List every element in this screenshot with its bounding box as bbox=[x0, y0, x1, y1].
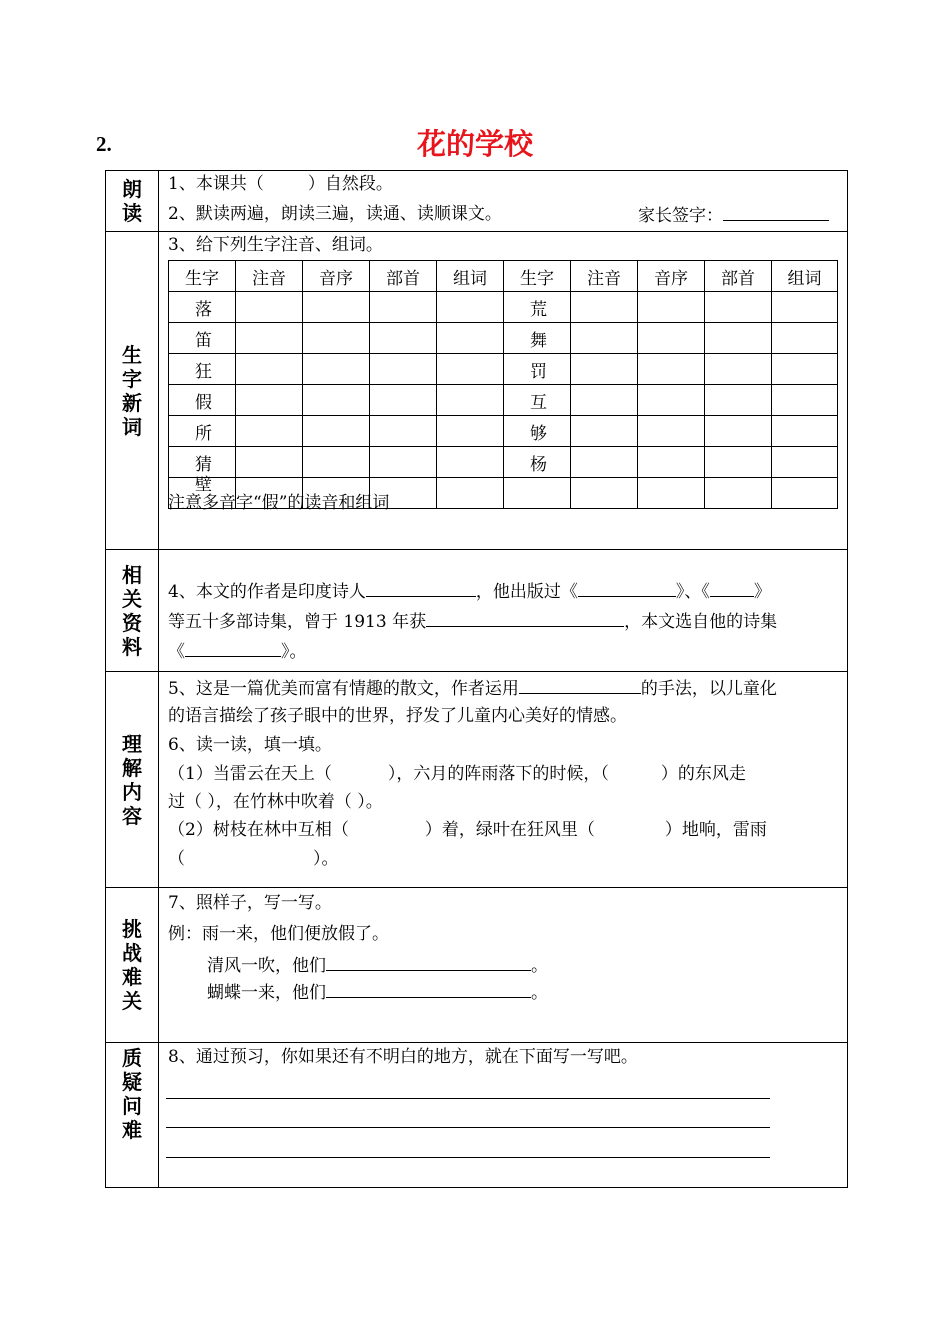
answer-cell[interactable] bbox=[437, 478, 504, 509]
answer-cell[interactable] bbox=[705, 478, 772, 509]
q4-line-3: 《 》。 bbox=[168, 638, 307, 664]
q7-blank-2[interactable] bbox=[326, 979, 531, 998]
q2-line: 2、默读两遍，朗读三遍，读通、读顺课文。 bbox=[168, 204, 502, 224]
answer-cell[interactable] bbox=[303, 354, 370, 385]
answer-cell[interactable] bbox=[303, 447, 370, 478]
column-header: 注音 bbox=[571, 261, 638, 292]
answer-cell[interactable] bbox=[772, 447, 838, 478]
answer-cell[interactable] bbox=[236, 354, 303, 385]
character-cell: 舞 bbox=[504, 323, 571, 354]
q6-p2-line-2: （ ）。 bbox=[168, 849, 339, 869]
answer-cell[interactable] bbox=[303, 292, 370, 323]
character-cell: 荒 bbox=[504, 292, 571, 323]
column-header: 生字 bbox=[169, 261, 236, 292]
q7-example: 例：雨一来，他们便放假了。 bbox=[168, 924, 389, 944]
character-cell: 罚 bbox=[504, 354, 571, 385]
character-cell: 所 bbox=[169, 416, 236, 447]
answer-cell[interactable] bbox=[772, 416, 838, 447]
answer-cell[interactable] bbox=[437, 354, 504, 385]
answer-cell[interactable] bbox=[437, 385, 504, 416]
character-cell: 杨 bbox=[504, 447, 571, 478]
answer-cell[interactable] bbox=[303, 385, 370, 416]
column-header: 部首 bbox=[370, 261, 437, 292]
table-row bbox=[169, 447, 838, 478]
answer-cell[interactable] bbox=[638, 354, 705, 385]
section-label-challenge: 挑 战 难 关 bbox=[122, 917, 142, 1013]
answer-cell[interactable] bbox=[437, 416, 504, 447]
section-label-questions: 质 疑 问 难 bbox=[122, 1046, 142, 1142]
collection-blank-2[interactable] bbox=[710, 578, 754, 597]
answer-cell[interactable] bbox=[571, 447, 638, 478]
answer-cell[interactable] bbox=[437, 292, 504, 323]
row-divider bbox=[105, 671, 847, 672]
character-cell: 壁 bbox=[169, 478, 236, 509]
answer-cell[interactable] bbox=[705, 416, 772, 447]
answer-cell[interactable] bbox=[236, 323, 303, 354]
answer-cell[interactable] bbox=[370, 447, 437, 478]
answer-cell[interactable] bbox=[437, 447, 504, 478]
q6-p2-line-1: （2）树枝在林中互相（ ）着，绿叶在狂风里（ ）地响，雷雨 bbox=[168, 820, 767, 840]
answer-cell[interactable] bbox=[370, 292, 437, 323]
poet-blank[interactable] bbox=[366, 578, 476, 597]
character-cell bbox=[504, 478, 571, 509]
answer-cell[interactable] bbox=[370, 323, 437, 354]
answer-cell[interactable] bbox=[705, 385, 772, 416]
answer-cell[interactable] bbox=[571, 478, 638, 509]
answer-cell[interactable] bbox=[772, 323, 838, 354]
answer-cell[interactable] bbox=[370, 385, 437, 416]
table-row bbox=[169, 292, 838, 323]
answer-cell[interactable] bbox=[370, 416, 437, 447]
column-divider bbox=[158, 170, 159, 1187]
answer-cell[interactable] bbox=[638, 447, 705, 478]
answer-cell[interactable] bbox=[236, 292, 303, 323]
column-header: 部首 bbox=[705, 261, 772, 292]
q7-line-2: 蝴蝶一来，他们 。 bbox=[207, 979, 548, 1005]
character-cell: 笛 bbox=[169, 323, 236, 354]
answer-cell[interactable] bbox=[571, 323, 638, 354]
lesson-number: 2. bbox=[96, 132, 112, 156]
section-label-materials: 相 关 资 料 bbox=[122, 562, 142, 659]
answer-cell[interactable] bbox=[236, 385, 303, 416]
answer-line[interactable] bbox=[166, 1098, 770, 1099]
q5-line-2: 的语言描绘了孩子眼中的世界，抒发了儿童内心美好的情感。 bbox=[168, 706, 627, 726]
row-divider bbox=[105, 549, 847, 550]
q6-p1-line-1: （1）当雷云在天上（ ），六月的阵雨落下的时候，（ ）的东风走 bbox=[168, 764, 746, 784]
answer-cell[interactable] bbox=[772, 478, 838, 509]
page-title: 花的学校 bbox=[416, 127, 533, 161]
q6-title: 6、读一读，填一填。 bbox=[168, 735, 332, 755]
character-cell: 互 bbox=[504, 385, 571, 416]
prize-blank[interactable] bbox=[426, 608, 624, 627]
q7-line-1: 清风一吹，他们 。 bbox=[207, 952, 548, 978]
column-header: 注音 bbox=[236, 261, 303, 292]
answer-cell[interactable] bbox=[638, 416, 705, 447]
technique-blank[interactable] bbox=[519, 675, 641, 694]
answer-cell[interactable] bbox=[370, 354, 437, 385]
column-header: 音序 bbox=[638, 261, 705, 292]
answer-cell[interactable] bbox=[571, 354, 638, 385]
table-row bbox=[169, 385, 838, 416]
q6-p1-line-2: 过（ ），在竹林中吹着（ ）。 bbox=[168, 792, 383, 812]
q3-line: 3、给下列生字注音、组词。 bbox=[168, 235, 383, 255]
answer-cell[interactable] bbox=[772, 292, 838, 323]
answer-line[interactable] bbox=[166, 1157, 770, 1158]
answer-cell[interactable] bbox=[303, 323, 370, 354]
answer-cell[interactable] bbox=[705, 354, 772, 385]
answer-cell[interactable] bbox=[705, 323, 772, 354]
answer-cell[interactable] bbox=[437, 323, 504, 354]
character-cell: 假 bbox=[169, 385, 236, 416]
q4-line-2: 等五十多部诗集，曾于 1913 年获 ，本文选自他的诗集 bbox=[168, 608, 777, 634]
character-cell: 够 bbox=[504, 416, 571, 447]
answer-cell[interactable] bbox=[772, 385, 838, 416]
section-label-reading: 朗 读 bbox=[122, 177, 142, 225]
column-header: 组词 bbox=[772, 261, 838, 292]
character-table bbox=[168, 260, 838, 509]
character-cell: 落 bbox=[169, 292, 236, 323]
answer-cell[interactable] bbox=[705, 292, 772, 323]
table-row bbox=[169, 323, 838, 354]
signature-blank[interactable] bbox=[723, 202, 829, 221]
answer-cell[interactable] bbox=[571, 385, 638, 416]
row-divider bbox=[105, 231, 847, 232]
q4-line-1: 4、本文的作者是印度诗人 ，他出版过《 》、《 》 bbox=[168, 578, 771, 604]
column-header: 生字 bbox=[504, 261, 571, 292]
section-label-understanding: 理 解 内 容 bbox=[122, 731, 142, 828]
answer-cell[interactable] bbox=[638, 323, 705, 354]
column-header: 音序 bbox=[303, 261, 370, 292]
table-row bbox=[169, 354, 838, 385]
answer-line[interactable] bbox=[166, 1127, 770, 1128]
answer-cell[interactable] bbox=[638, 478, 705, 509]
table-row bbox=[169, 416, 838, 447]
answer-cell[interactable] bbox=[571, 292, 638, 323]
answer-cell[interactable] bbox=[303, 416, 370, 447]
column-header: 组词 bbox=[437, 261, 504, 292]
answer-cell[interactable] bbox=[236, 416, 303, 447]
answer-cell[interactable] bbox=[236, 447, 303, 478]
polyphone-note: 注意多音字“假”的读音和组词 bbox=[168, 493, 390, 513]
row-divider bbox=[105, 1042, 847, 1043]
answer-cell[interactable] bbox=[705, 447, 772, 478]
q8-line: 8、通过预习，你如果还有不明白的地方，就在下面写一写吧。 bbox=[168, 1047, 638, 1067]
character-cell: 猜 bbox=[169, 447, 236, 478]
section-label-characters: 生 字 新 词 bbox=[122, 342, 142, 439]
row-divider bbox=[105, 887, 847, 888]
character-cell: 狂 bbox=[169, 354, 236, 385]
answer-cell[interactable] bbox=[638, 292, 705, 323]
answer-cell[interactable] bbox=[571, 416, 638, 447]
parent-signature: 家长签字： bbox=[638, 202, 829, 228]
collection-blank-1[interactable] bbox=[578, 578, 676, 597]
table-header-row bbox=[169, 261, 838, 292]
q1-line: 1、本课共（ ）自然段。 bbox=[168, 174, 393, 194]
answer-cell[interactable] bbox=[772, 354, 838, 385]
q7-blank-1[interactable] bbox=[326, 952, 531, 971]
q5-line-1: 5、这是一篇优美而富有情趣的散文，作者运用 的手法，以儿童化 bbox=[168, 675, 777, 701]
source-collection-blank[interactable] bbox=[185, 638, 281, 657]
q7-title: 7、照样子，写一写。 bbox=[168, 893, 332, 913]
answer-cell[interactable] bbox=[638, 385, 705, 416]
